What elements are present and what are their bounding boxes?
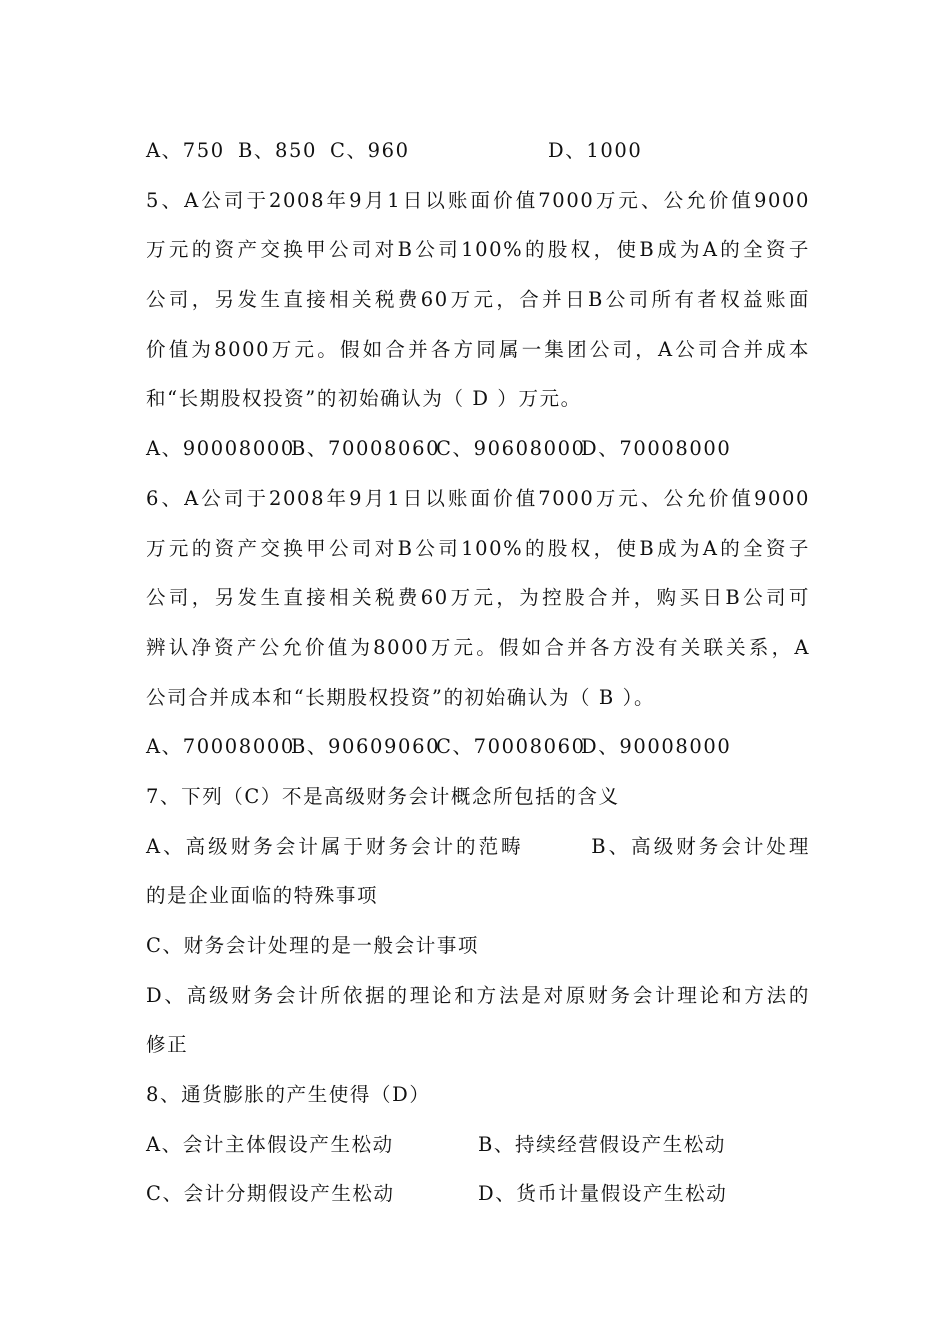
q4-option-d: D、1000: [548, 139, 643, 162]
q6-option-b: B、90609060: [291, 735, 441, 759]
q6-option-a: A、70008000: [146, 735, 295, 759]
q7-option-line: 的是企业面临的特殊事项: [146, 884, 379, 908]
q8-options-row: [146, 1120, 810, 1170]
q6-stem-line: 辨认净资产公允价值为8000万元。假如合并各方没有关联关系，A: [146, 635, 810, 659]
q7-option-line: 修正: [146, 1033, 189, 1057]
q5-stem-line: 万元的资产交换甲公司对B公司100%的股权，使B成为A的全资子: [146, 238, 810, 262]
q7-stem: 7、下列（C）不是高级财务会计概念所包括的含义: [146, 784, 620, 808]
q5-option-d: D、70008000: [581, 437, 732, 461]
q8-option-b: B、持续经营假设产生松动: [478, 1132, 727, 1156]
q5-option-c: C、90608000: [436, 437, 586, 461]
q6-option-d: D、90008000: [581, 735, 732, 759]
q8-stem: 8、通货膨胀的产生使得（D）: [146, 1083, 431, 1107]
q7-option-line: C、财务会计处理的是一般会计事项: [146, 934, 480, 957]
q6-stem-line: 万元的资产交换甲公司对B公司100%的股权，使B成为A的全资子: [146, 536, 810, 560]
q8-option-d: D、货币计量假设产生松动: [478, 1182, 728, 1206]
q5-options: [146, 424, 810, 474]
document-body: [146, 126, 810, 1219]
q8-option-c: C、会计分期假设产生松动: [146, 1182, 395, 1206]
q7-option-line: D、高级财务会计所依据的理论和方法是对原财务会计理论和方法的: [146, 983, 810, 1007]
q6-stem-line: 公司，另发生直接相关税费60万元，为控股合并，购买日B公司可: [146, 586, 810, 610]
q5-stem-line: 公司，另发生直接相关税费60万元，合并日B公司所有者权益账面: [146, 288, 810, 312]
q6-option-c: C、70008060: [436, 735, 586, 759]
q5-stem-line: 5、A公司于2008年9月1日以账面价值7000万元、公允价值9000: [146, 188, 810, 212]
q5-stem-line: 价值为8000万元。假如合并各方同属一集团公司，A公司合并成本: [146, 337, 810, 361]
q6-stem-line: 公司合并成本和“长期股权投资”的初始确认为（ B ）。: [146, 685, 656, 709]
q4-options: [146, 126, 810, 176]
q7-option-line: A、高级财务会计属于财务会计的范畴 B、高级财务会计处理: [146, 834, 810, 858]
q5-option-b: B、70008060: [291, 437, 441, 461]
q8-options-row: [146, 1169, 810, 1219]
q4-option-a: A、750: [146, 139, 225, 162]
q8-option-a: A、会计主体假设产生松动: [146, 1132, 394, 1156]
q4-option-c: C、960: [330, 139, 410, 162]
q5-option-a: A、90008000: [146, 437, 295, 461]
q6-stem-line: 6、A公司于2008年9月1日以账面价值7000万元、公允价值9000: [146, 486, 810, 510]
q4-option-b: B、850: [238, 139, 318, 162]
q6-options: [146, 722, 810, 772]
q5-stem-line: 和“长期股权投资”的初始确认为（ D ）万元。: [146, 387, 582, 411]
